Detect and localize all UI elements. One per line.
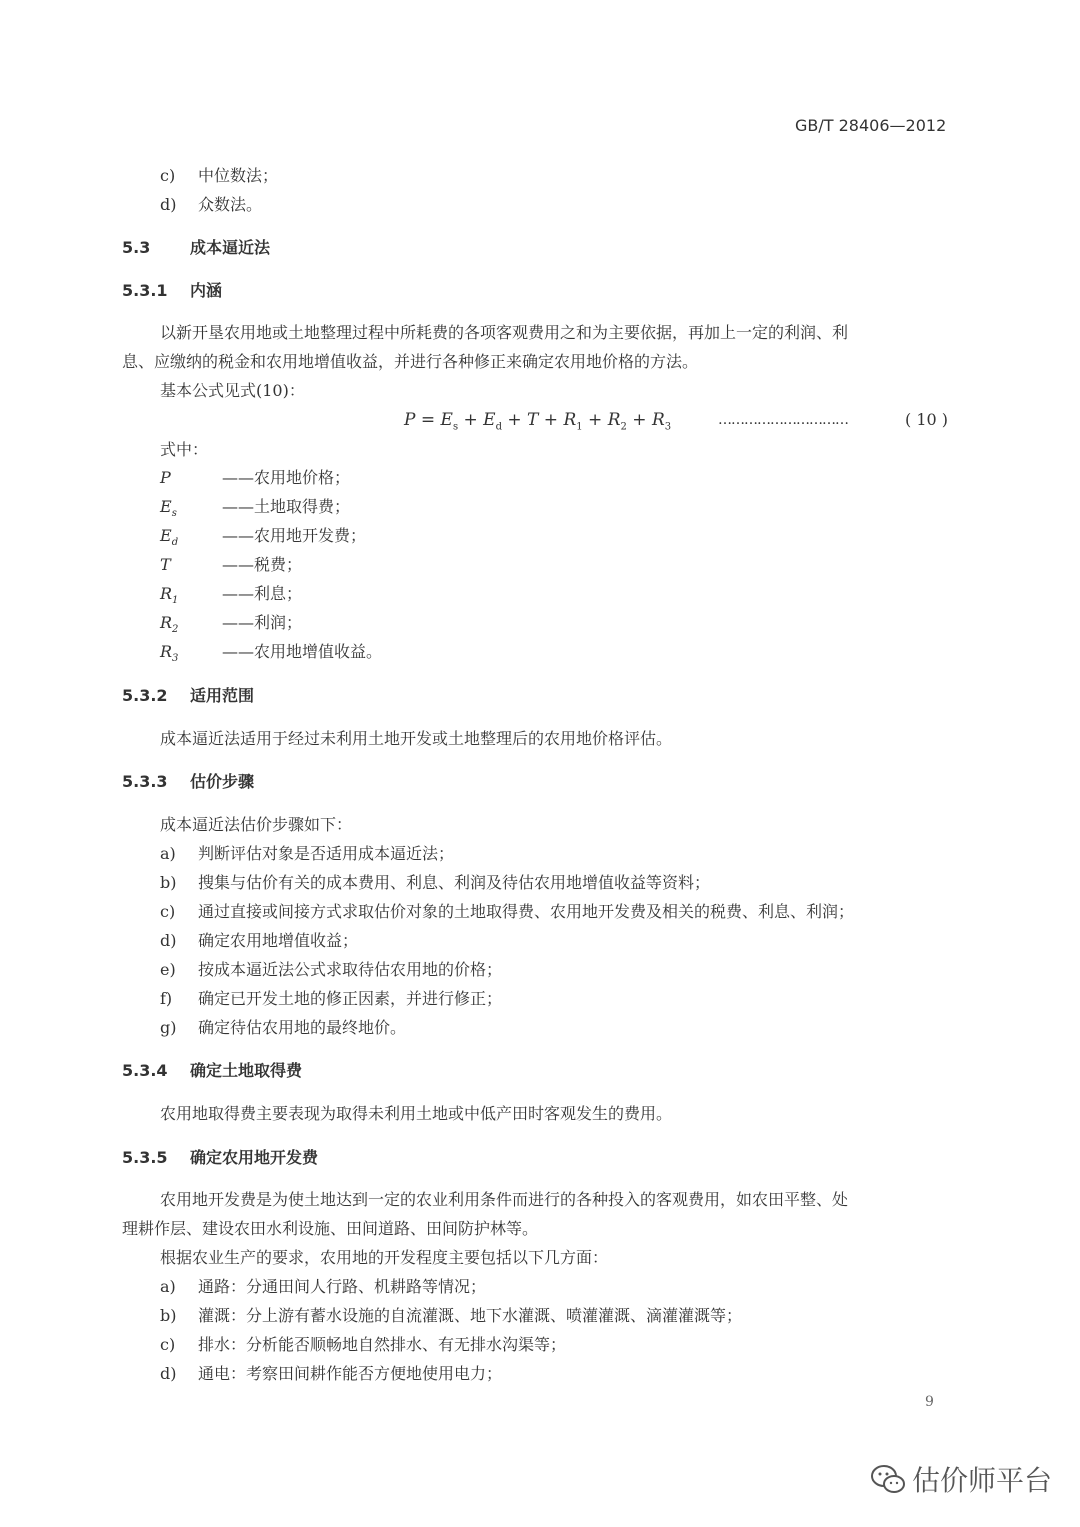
list-marker: g)	[160, 1018, 177, 1037]
variable-definition	[160, 526, 367, 549]
formula-symbol: E	[483, 410, 496, 430]
list-text: 按成本逼近法公式求取待估农用地的价格；	[198, 960, 503, 979]
list-text: 众数法。	[198, 195, 263, 214]
variable-symbol: $E_s$	[160, 497, 177, 520]
list-marker: a)	[160, 844, 176, 863]
formula-intro: 基本公式见式(10)：	[160, 381, 305, 400]
formula-operator: +	[501, 410, 528, 430]
paragraph-line: 成本逼近法估价步骤如下：	[160, 815, 353, 834]
section-heading	[122, 1148, 318, 1168]
formula-operator: =	[415, 410, 441, 430]
variable-definition	[160, 555, 302, 575]
list-marker: b)	[160, 1306, 177, 1325]
variable-definition	[160, 497, 351, 520]
standard-number: GB/T 28406—2012	[795, 116, 947, 135]
list-item	[160, 844, 454, 864]
section-title: 适用范围	[190, 686, 255, 705]
formula-subscript: 1	[576, 421, 583, 433]
formula-symbol: R	[607, 410, 621, 430]
formula-subscript: s	[452, 421, 459, 433]
variable-definition	[160, 613, 303, 636]
list-item	[160, 1364, 502, 1384]
list-item	[160, 1335, 566, 1355]
paragraph-line: 以新开垦农用地或土地整理过程中所耗费的各项客观费用之和为主要依据，再加上一定的利润、利	[160, 323, 849, 342]
list-text: 排水：分析能否顺畅地自然排水、有无排水沟渠等；	[198, 1335, 567, 1354]
list-text: 通过直接或间接方式求取估价对象的土地取得费、农用地开发费及相关的税费、利息、利润；	[198, 902, 855, 921]
formula-operator: +	[626, 410, 652, 430]
formula-symbol: E	[440, 410, 453, 430]
list-item	[160, 1018, 406, 1038]
list-marker: c)	[160, 902, 176, 921]
list-text: 确定待估农用地的最终地价。	[198, 1018, 407, 1037]
section-title: 估价步骤	[190, 772, 255, 791]
formula-symbol: R	[651, 410, 665, 430]
variable-symbol: $R_1$	[160, 584, 179, 607]
wechat-icon	[870, 1463, 906, 1497]
section-heading	[122, 281, 222, 301]
paragraph-line: 农用地开发费是为使土地达到一定的农业利用条件而进行的各种投入的客观费用，如农田平整、处	[160, 1190, 849, 1209]
variable-description: ——利润；	[222, 613, 303, 632]
formula-symbol: P	[404, 410, 416, 430]
list-marker: b)	[160, 873, 177, 892]
list-marker: d)	[160, 195, 177, 214]
section-heading	[122, 238, 270, 258]
list-text: 搜集与估价有关的成本费用、利息、利润及待估农用地增值收益等资料；	[198, 873, 711, 892]
variable-symbol: P	[160, 468, 171, 487]
paragraph-line: 理耕作层、建设农田水利设施、田间道路、田间防护林等。	[122, 1219, 539, 1238]
variable-description: ——税费；	[222, 555, 303, 574]
variable-definition	[160, 642, 383, 665]
list-marker: a)	[160, 1277, 176, 1296]
variable-definition	[160, 468, 350, 488]
list-text: 通电：考察田间耕作能否方便地使用电力；	[198, 1364, 503, 1383]
paragraph-line: 根据农业生产的要求，农用地的开发程度主要包括以下几方面：	[160, 1248, 609, 1267]
list-item	[160, 1277, 486, 1297]
list-marker: c)	[160, 1335, 176, 1354]
section-heading	[122, 1061, 302, 1081]
page-number: 9	[925, 1394, 934, 1410]
formula-leader-dots: …………………………	[718, 412, 848, 428]
list-text: 确定农用地增值收益；	[198, 931, 359, 950]
variable-symbol: $R_2$	[160, 613, 179, 636]
list-marker: e)	[160, 960, 176, 979]
paragraph-line: 农用地取得费主要表现为取得未利用土地或中低产田时客观发生的费用。	[160, 1104, 673, 1123]
list-text: 灌溉：分上游有蓄水设施的自流灌溉、地下水灌溉、喷灌灌溉、滴灌灌溉等；	[198, 1306, 743, 1325]
section-number: 5.3.5	[122, 1148, 168, 1167]
formula-number: ( 10 )	[905, 410, 949, 429]
list-marker: d)	[160, 931, 177, 950]
section-title: 确定农用地开发费	[190, 1148, 319, 1167]
list-text: 确定已开发土地的修正因素，并进行修正；	[198, 989, 503, 1008]
formula-subscript: 3	[664, 421, 672, 433]
section-number: 5.3.4	[122, 1061, 168, 1080]
section-title: 成本逼近法	[190, 238, 271, 257]
section-number: 5.3.2	[122, 686, 168, 705]
list-item	[160, 902, 854, 922]
formula-operator: +	[458, 410, 484, 430]
list-marker: c)	[160, 166, 176, 185]
list-item	[160, 166, 278, 186]
section-number: 5.3.1	[122, 281, 168, 300]
where-label: 式中：	[160, 440, 209, 459]
list-item	[160, 1306, 742, 1326]
paragraph-line: 息、应缴纳的税金和农用地增值收益，并进行各种修正来确定农用地价格的方法。	[122, 352, 699, 371]
list-text: 通路：分通田间人行路、机耕路等情况；	[198, 1277, 487, 1296]
variable-definition	[160, 584, 303, 607]
formula	[404, 410, 672, 433]
variable-description: ——农用地开发费；	[222, 526, 367, 545]
formula-operator: +	[538, 410, 564, 430]
section-heading	[122, 686, 254, 706]
list-item	[160, 960, 502, 980]
variable-description: ——土地取得费；	[222, 497, 351, 516]
watermark-text: 估价师平台	[912, 1464, 1053, 1497]
list-item	[160, 195, 262, 215]
list-text: 判断评估对象是否适用成本逼近法；	[198, 844, 455, 863]
formula-operator: +	[582, 410, 608, 430]
list-text: 中位数法；	[198, 166, 279, 185]
section-title: 确定土地取得费	[190, 1061, 303, 1080]
formula-symbol: T	[527, 410, 539, 430]
paragraph-line: 成本逼近法适用于经过未利用土地开发或土地整理后的农用地价格评估。	[160, 729, 673, 748]
variable-description: ——农用地增值收益。	[222, 642, 383, 661]
list-marker: f)	[160, 989, 173, 1008]
list-item	[160, 989, 502, 1009]
variable-description: ——利息；	[222, 584, 303, 603]
variable-symbol: $E_d$	[160, 526, 179, 549]
variable-symbol: $R_3$	[160, 642, 179, 665]
formula-symbol: R	[563, 410, 577, 430]
list-marker: d)	[160, 1364, 177, 1383]
formula-subscript: 2	[620, 421, 627, 433]
section-heading	[122, 772, 254, 792]
section-title: 内涵	[190, 281, 223, 300]
list-item	[160, 873, 710, 893]
list-item	[160, 931, 358, 951]
variable-symbol: T	[160, 555, 171, 574]
variable-description: ——农用地价格；	[222, 468, 351, 487]
section-number: 5.3.3	[122, 772, 168, 791]
section-number: 5.3	[122, 238, 151, 257]
formula-subscript: d	[495, 421, 502, 433]
